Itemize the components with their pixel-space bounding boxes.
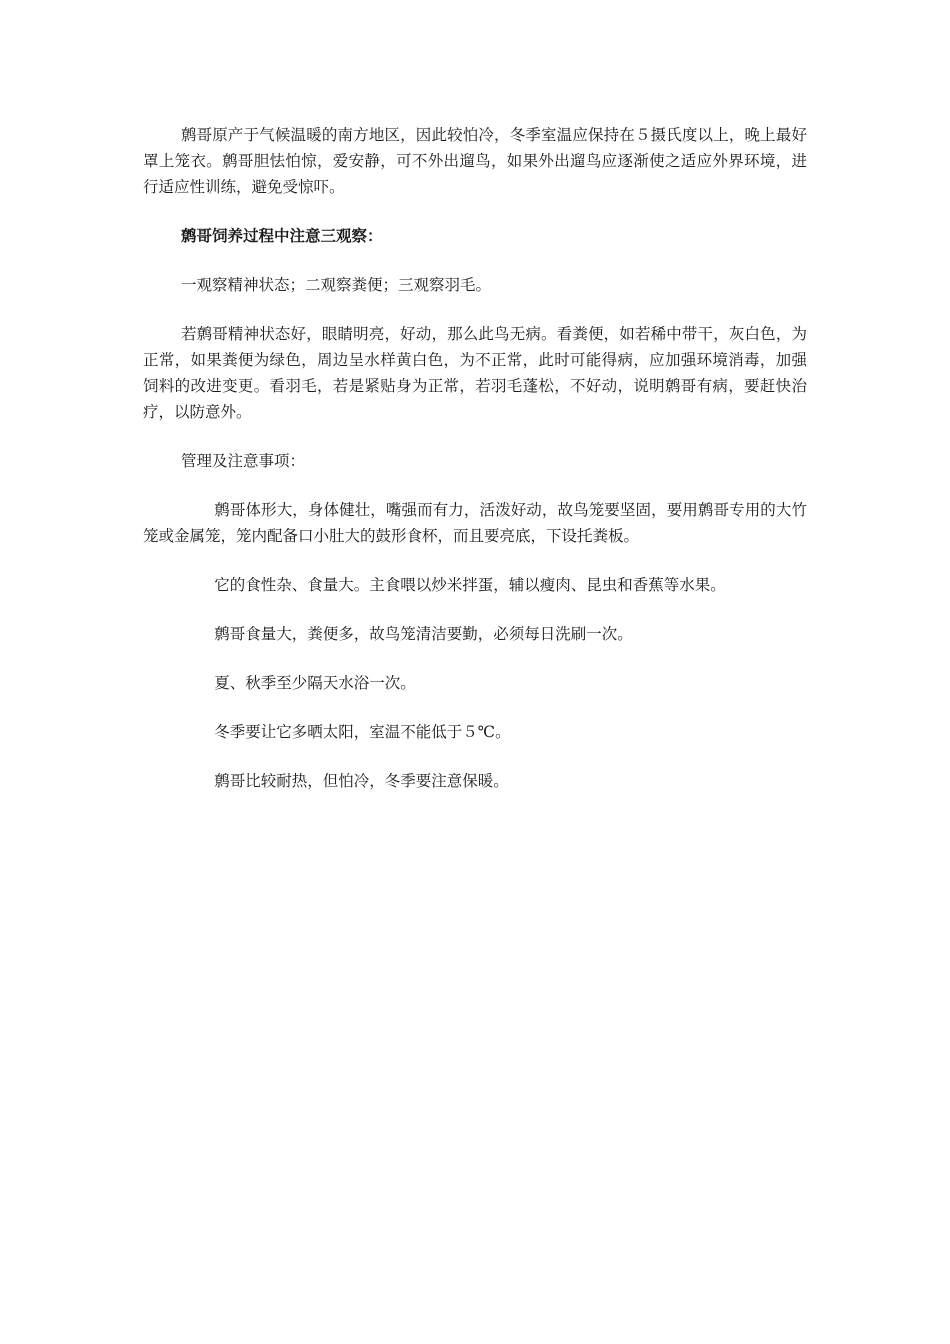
- management-heading: 管理及注意事项：: [180, 452, 305, 470]
- cage-paragraph: 鹩哥体形大，身体健壮，嘴强而有力，活泼好动，故鸟笼要坚固，要用鹩哥专用的大竹笼或金属笼，笼内配备口小肚大的鼓形食杯，而且要亮底，下设托粪板。: [143, 501, 807, 545]
- bathing-paragraph: 夏、秋季至少隔天水浴一次。: [214, 674, 416, 692]
- observation-list-paragraph: 一观察精神状态；二观察粪便；三观察羽毛。: [180, 276, 491, 294]
- intro-paragraph: 鹩哥原产于气候温暖的南方地区，因此较怕冷，冬季室温应保持在５摄氏度以上，晚上最好罩上笼衣。鹩哥胆怯怕惊，爱安静，可不外出遛鸟，如果外出遛鸟应逐渐使之适应外界环境，进行适应性训练，避免受惊吓。: [143, 126, 807, 196]
- winter-sun-paragraph: 冬季要让它多晒太阳，室温不能低于５℃。: [214, 723, 511, 741]
- warmth-paragraph: 鹩哥比较耐热，但怕冷，冬季要注意保暖。: [214, 772, 509, 790]
- observation-detail-paragraph: 若鹩哥精神状态好，眼睛明亮，好动，那么此鸟无病。看粪便，如若稀中带干，灰白色，为正常，如果粪便为绿色，周边呈水样黄白色，为不正常，此时可能得病，应加强环境消毒，加强饲料的改进变更。看羽毛，若是紧贴身为正常，若羽毛蓬松，不好动，说明鹩哥有病，要赶快治疗，以防意外。: [143, 325, 807, 421]
- cleaning-paragraph: 鹩哥食量大，粪便多，故鸟笼清洁要勤，必须每日洗刷一次。: [214, 625, 633, 643]
- document-page: [143, 122, 807, 794]
- diet-paragraph: 它的食性杂、食量大。主食喂以炒米拌蛋，辅以瘦肉、昆虫和香蕉等水果。: [214, 576, 726, 594]
- observation-heading: 鹩哥饲养过程中注意三观察：: [180, 226, 383, 245]
